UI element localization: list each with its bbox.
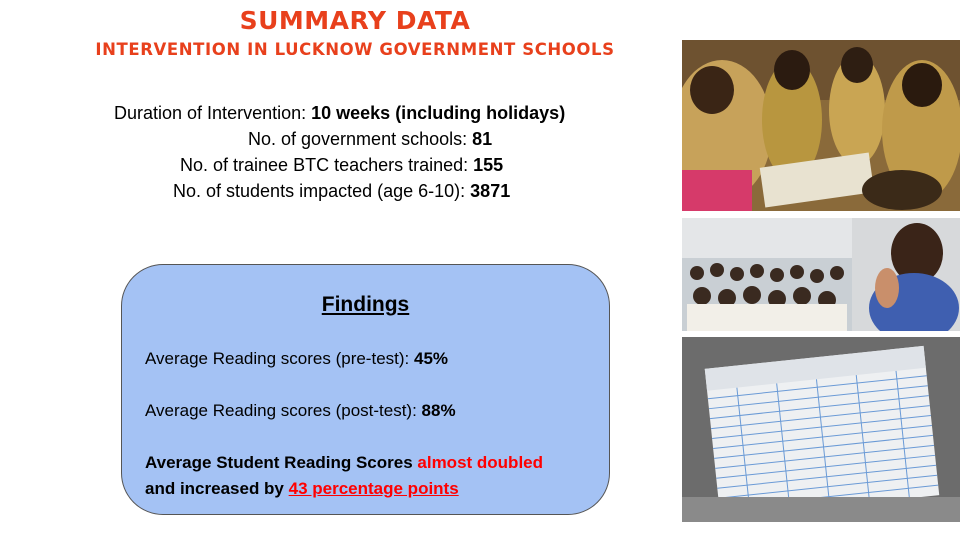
finding-label: Average Reading scores (pre-test): <box>145 349 414 368</box>
conclusion-text: and increased by <box>145 479 289 498</box>
page-title: SUMMARY DATA <box>239 6 471 35</box>
photo-children-reading <box>682 40 960 211</box>
finding-value: 45% <box>413 349 449 368</box>
finding-conclusion-line2 <box>145 479 459 499</box>
stat-teachers <box>180 152 503 178</box>
page-subtitle: INTERVENTION IN LUCKNOW GOVERNMENT SCHOOLS <box>95 40 615 59</box>
photo-teacher-training <box>682 218 960 331</box>
finding-label: Average Reading scores (post-test): <box>145 401 422 420</box>
stat-value: 10 weeks (including holidays) <box>311 103 566 123</box>
findings-heading: Findings <box>321 293 410 316</box>
stat-label: No. of government schools: <box>248 129 473 149</box>
conclusion-text: Average Student Reading Scores <box>145 453 418 472</box>
conclusion-highlight-link[interactable]: 43 percentage points <box>288 479 459 498</box>
stat-value: 81 <box>472 129 493 149</box>
stat-label: No. of trainee BTC teachers trained: <box>180 155 474 175</box>
finding-pre-test <box>145 349 448 369</box>
stat-schools <box>248 126 492 152</box>
stat-value: 3871 <box>470 181 511 201</box>
conclusion-highlight: almost doubled <box>417 453 544 472</box>
findings-box <box>121 264 610 515</box>
stat-students <box>173 178 510 204</box>
stat-value: 155 <box>473 155 504 175</box>
stat-label: Duration of Intervention: <box>114 103 312 123</box>
finding-value: 88% <box>421 401 456 420</box>
stat-duration <box>114 100 565 126</box>
finding-conclusion-line1 <box>145 453 543 473</box>
finding-post-test <box>145 401 456 421</box>
stat-label: No. of students impacted (age 6-10): <box>173 181 471 201</box>
photo-score-sheet <box>682 337 960 522</box>
